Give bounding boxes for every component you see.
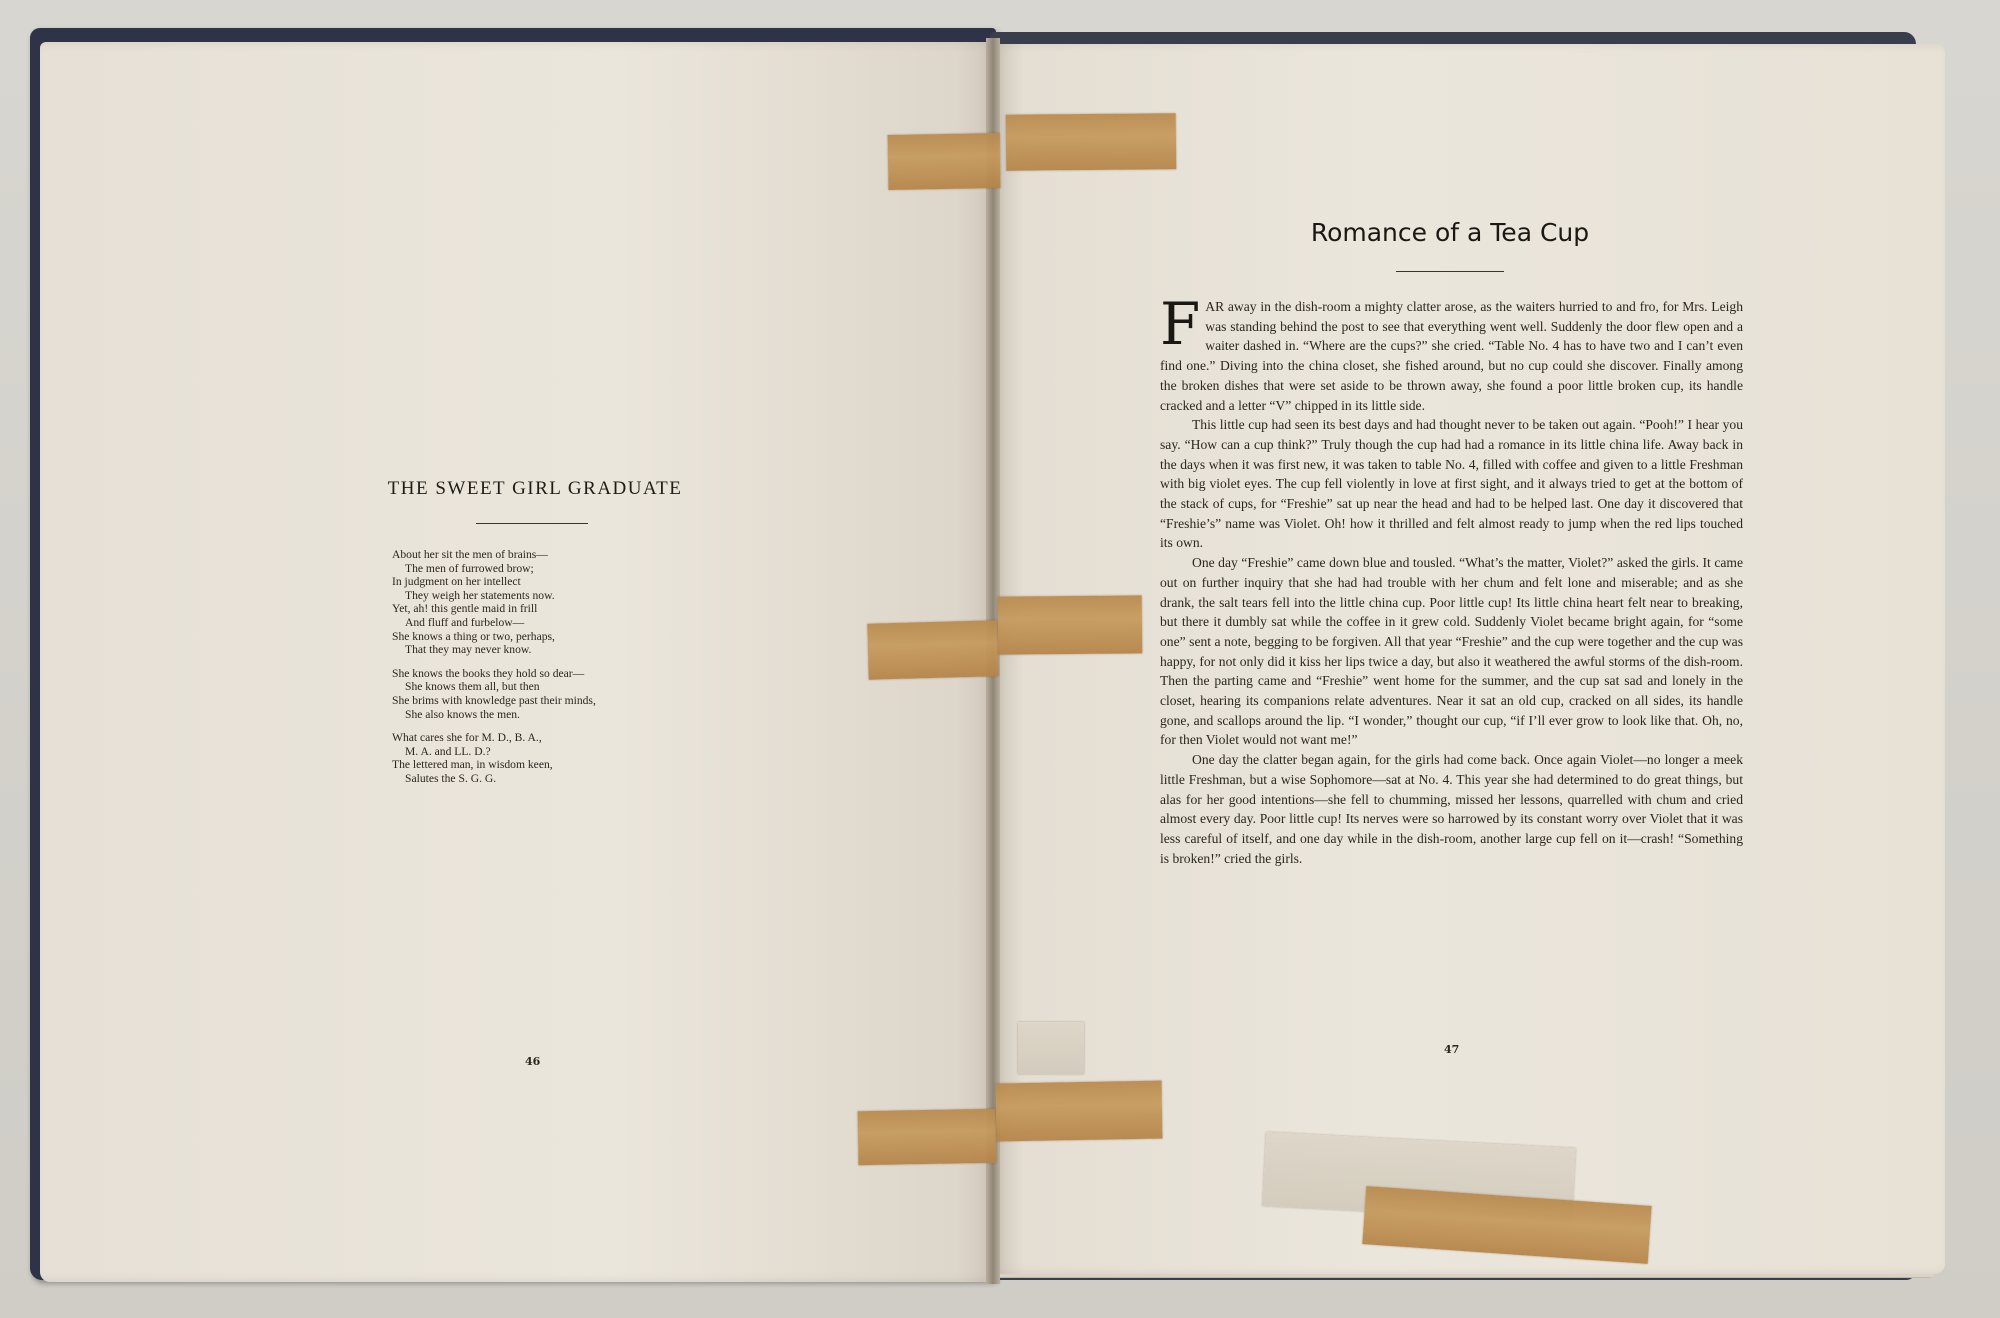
tape-strip: [867, 620, 998, 679]
drop-cap: F: [1160, 290, 1201, 358]
poem-line: She knows them all, but then: [405, 680, 540, 694]
story-title: Romance of a Tea Cup: [1310, 218, 1590, 247]
poem-stanza-3: [392, 731, 712, 785]
poem-line: Salutes the S. G. G.: [405, 771, 497, 785]
tape-strip: [888, 133, 1001, 190]
tape-strip: [998, 595, 1143, 654]
story-paragraph: [1160, 290, 1743, 415]
story-title-rule: [1396, 271, 1504, 272]
poem-line: She brims with knowledge past their minds,: [392, 693, 596, 707]
poem-line: In judgment on her intellect: [392, 575, 521, 589]
poem-title: THE SWEET GIRL GRADUATE: [387, 478, 683, 499]
poem-line: About her sit the men of brains—: [392, 548, 548, 561]
page-number-left: 46: [525, 1055, 541, 1068]
story-paragraph: One day “Freshie” came down blue and tousled. “What’s the matter, Violet?” asked the girls. It came out on further inquiry that she had had trouble with her chum and felt lone and miserable; and as she drank, the salt tears fell into the little china cup. Poor little cup! Its little china heart felt near to breaking, but there it dumbly sat while the coffee in it grew cold. Suddenly Violet became bright again, for “some one” sent a note, begging to be forgiven. All that year “Freshie” and the cup were together and the cup was happy, for not only did it kiss her lips twice a day, but also it weathered the awful storms of the dish-room. Then the parting came and “Freshie” went home for the summer, and the cup sat sad and lonely in the closet, hearing its companions relate adventures. Near it sat an old cup, cracked on all sides, its handle gone, and scallops around the lip. “I wonder,” thought our cup, “if I’ll ever grow to look like that. Oh, no, for then Violet would not want me!”: [1160, 555, 1743, 748]
poem-title-rule: [476, 523, 588, 524]
tape-residue: [1018, 1022, 1084, 1074]
poem-line: That they may never know.: [405, 643, 532, 657]
story-paragraph-text: AR away in the dish-room a mighty clatter arose, as the waiters hurried to and fro, for Mrs. Leigh was standing behind the post to see that everything went well. Suddenly the door flew open and a waiter dashed in. “Where are the cups?” she cried. “Table No. 4 has to have two and I can’t even find one.” Diving into the china closet, she fished around, but no cup could she discover. Finally among the broken dishes that were set aside to be thrown away, she found a poor little broken cup, its handle cracked and a letter “V” chipped in its little side.: [1160, 299, 1743, 413]
poem-line: She knows the books they hold so dear—: [392, 666, 585, 680]
poem-line: What cares she for M. D., B. A.,: [392, 731, 542, 745]
poem-line: M. A. and LL. D.?: [405, 744, 491, 758]
poem-line: They weigh her statements now.: [405, 588, 555, 602]
poem-line: Yet, ah! this gentle maid in frill: [392, 602, 538, 616]
tape-strip: [1006, 113, 1176, 170]
page-number-right: 47: [1444, 1043, 1460, 1056]
poem-line: The lettered man, in wisdom keen,: [392, 758, 553, 772]
story-text: [1160, 290, 1743, 868]
poem-stanza-1: [392, 548, 712, 657]
poem-line: She also knows the men.: [405, 707, 520, 721]
poem-line: The men of furrowed brow;: [405, 561, 534, 575]
poem-stanza-2: [392, 667, 712, 721]
poem: [392, 548, 712, 796]
story-paragraph: One day the clatter began again, for the girls had come back. Once again Violet—no longer a meek little Freshman, but a wise Sophomore—sat at No. 4. This year she had determined to do great things, but alas for her good intentions—she fell to chumming, missed her lessons, quarrelled with chum and cried almost every day. Poor little cup! Its nerves were so harrowed by its constant worry over Violet that it was less careful of itself, and one day while in the dish-room, another large cup fell on it—crash! “Something is broken!” cried the girls.: [1160, 752, 1743, 866]
poem-line: She knows a thing or two, perhaps,: [392, 629, 555, 643]
tape-strip: [858, 1109, 997, 1165]
poem-line: And fluff and furbelow—: [405, 615, 525, 629]
story-paragraph: This little cup had seen its best days and had thought never to be taken out again. “Pooh!” I hear you say. “How can a cup think?” Truly though the cup had had a romance in its little china life. Away back in the days when it was first new, it was taken to table No. 4, filled with coffee and given to a little Freshman with big violet eyes. The cup fell violently in love at first sight, and it always tried to get at the bottom of the stack of cups, for “Freshie” sat up near the head and had to be helped last. One day it discovered that “Freshie’s” name was Violet. Oh! how it thrilled and felt almost ready to jump when the red lips touched its own.: [1160, 417, 1743, 551]
tape-strip: [996, 1081, 1163, 1142]
